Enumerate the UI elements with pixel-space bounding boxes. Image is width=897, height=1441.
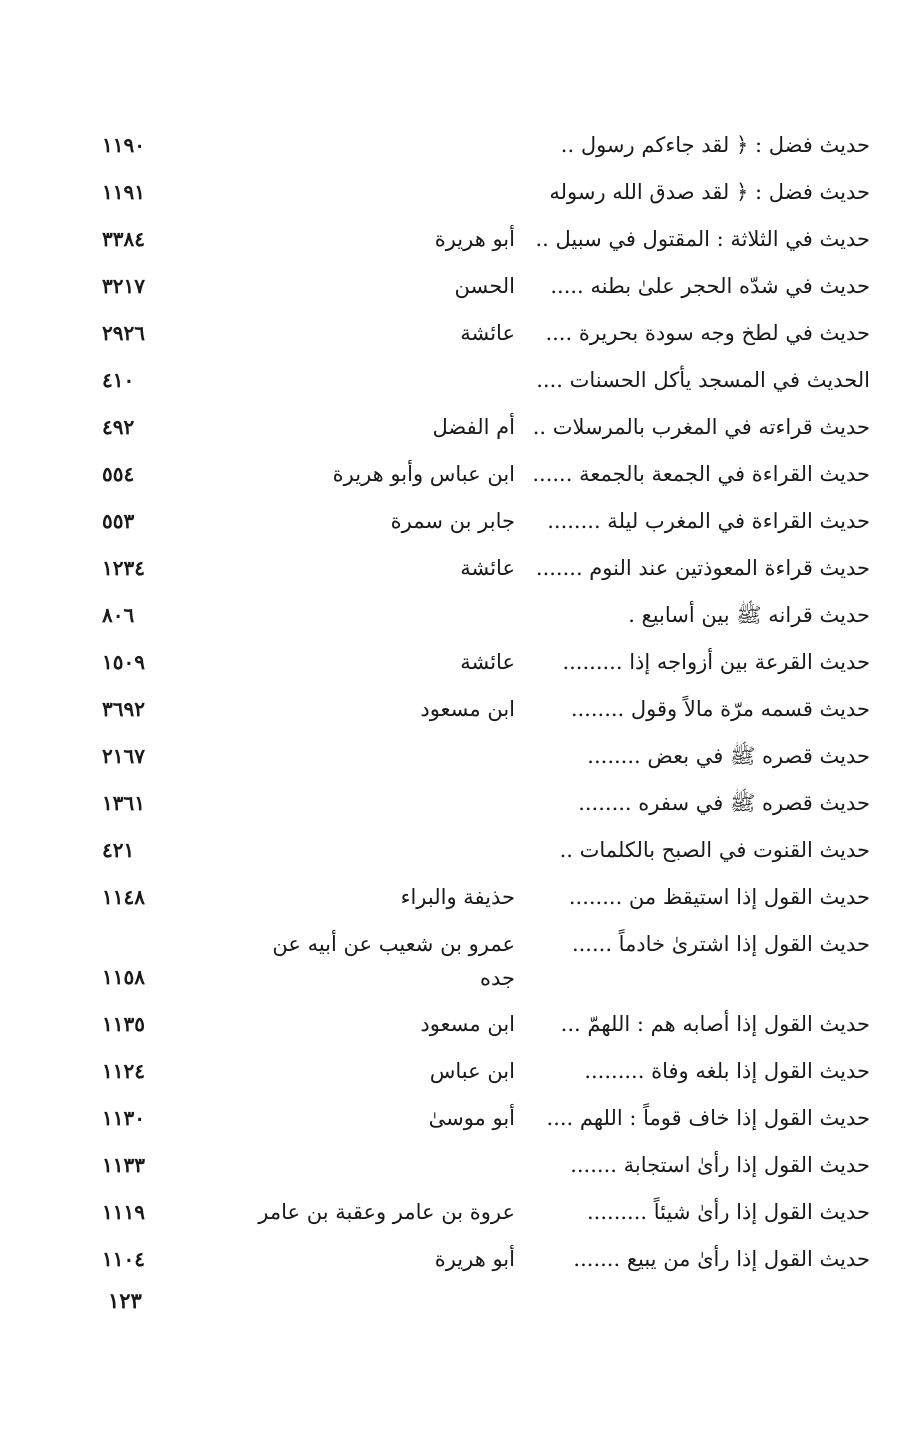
hadith-title: حديث القنوت في الصبح بالكلمات .. [559, 838, 870, 862]
hadith-number: ١١٢٤ [102, 1059, 145, 1083]
narrator-name: الحسن [454, 274, 515, 298]
hadith-number: ٣٢١٧ [102, 274, 145, 298]
narrator-name: ابن عباس وأبو هريرة [332, 462, 515, 486]
index-entry [90, 263, 870, 310]
index-entry [90, 122, 870, 169]
index-entry [90, 404, 870, 451]
index-entry [90, 592, 870, 639]
hadith-title: حديث فضل : ﴿ لقد جاءكم رسول .. [560, 133, 870, 157]
hadith-title: حديث القول إذا خاف قوماً : اللهم .... [546, 1106, 870, 1130]
hadith-title: حديث في الثلاثة : المقتول في سبيل .. [535, 227, 870, 251]
hadith-number: ٢١٦٧ [102, 744, 145, 768]
index-entry [90, 1048, 870, 1095]
narrator-name: عمرو بن شعيب عن أبيه عن جده [272, 932, 515, 990]
hadith-number: ٨٠٦ [102, 603, 135, 627]
hadith-number: ١١٥٨ [102, 965, 145, 989]
hadith-number: ٢٩٢٦ [102, 321, 145, 345]
index-entry [90, 874, 870, 921]
narrator-name: ابن مسعود [420, 1012, 515, 1036]
hadith-title: الحديث في المسجد يأكل الحسنات .... [536, 368, 870, 392]
narrator-name: أبو هريرة [434, 1247, 515, 1271]
index-entry [90, 921, 870, 1001]
index-entry [90, 1142, 870, 1189]
hadith-number: ٥٥٣ [102, 509, 135, 533]
index-entry [90, 686, 870, 733]
narrator-name: أبو هريرة [434, 227, 515, 251]
narrator-name: عائشة [460, 556, 515, 580]
narrator-name: أم الفضل [432, 415, 515, 439]
hadith-title: حديث القرعة بين أزواجه إذا ......... [562, 650, 870, 674]
narrator-name: ابن عباس [429, 1059, 515, 1083]
index-entry [90, 169, 870, 216]
narrator-name: حذيفة والبراء [400, 885, 515, 909]
narrator-name: عائشة [460, 321, 515, 345]
narrator-name: جابر بن سمرة [390, 509, 515, 533]
index-entry [90, 733, 870, 780]
hadith-number: ١١٠٤ [102, 1247, 145, 1271]
index-entry [90, 827, 870, 874]
hadith-number: ١١٣٥ [102, 1012, 145, 1036]
hadith-number: ١١٤٨ [102, 885, 145, 909]
index-entry [90, 357, 870, 404]
index-entry [90, 1189, 870, 1236]
narrator-name: أبو موسىٰ [428, 1106, 515, 1130]
index-entry [90, 451, 870, 498]
hadith-title: حديث القول إذا رأىٰ استجابة ....... [570, 1153, 870, 1177]
hadith-number: ١١٩١ [102, 180, 145, 204]
hadith-title: حديث القراءة في الجمعة بالجمعة ...... [532, 462, 870, 486]
hadith-title: حديث القول إذا استيقظ من ........ [568, 885, 870, 909]
index-entry [90, 1236, 870, 1283]
hadith-title: حديث قصره ﷺ في سفره ........ [578, 791, 870, 815]
hadith-title: حديث في لطخ وجه سودة بحريرة .... [545, 321, 870, 345]
hadith-title: حديث القول إذا رأىٰ من يبيع ....... [573, 1247, 870, 1271]
hadith-title: حديث القول إذا اشترىٰ خادماً ...... [571, 932, 870, 956]
index-entry [90, 498, 870, 545]
hadith-title: حديث قراءة المعوذتين عند النوم ....... [535, 556, 870, 580]
hadith-number: ٤٩٢ [102, 415, 135, 439]
index-entry [90, 1095, 870, 1142]
hadith-number: ١١٣٠ [102, 1106, 145, 1130]
index-entry [90, 216, 870, 263]
index-entry [90, 780, 870, 827]
hadith-number: ٣٦٩٢ [102, 697, 145, 721]
hadith-number: ١٢٣٤ [102, 556, 145, 580]
hadith-number: ١١٩٠ [102, 133, 145, 157]
hadith-title: حديث في شدّه الحجر علىٰ بطنه ..... [550, 274, 870, 298]
hadith-title: حديث القول إذا بلغه وفاة ......... [584, 1059, 870, 1083]
page-number: ١٢٣ [108, 1288, 142, 1313]
narrator-name: عروة بن عامر وعقبة بن عامر [258, 1200, 515, 1224]
hadith-number: ١١١٩ [102, 1200, 145, 1224]
hadith-number: ٤١٠ [102, 368, 135, 392]
hadith-title: حديث القول إذا أصابه هم : اللهمّ ... [560, 1012, 870, 1036]
hadith-title: حديث القراءة في المغرب ليلة ........ [547, 509, 870, 533]
hadith-title: حديث قصره ﷺ في بعض ........ [587, 744, 870, 768]
hadith-title: حديث القول إذا رأىٰ شيئاً ......... [587, 1200, 870, 1224]
hadith-title: حديث فضل : ﴿ لقد صدق الله رسوله [549, 180, 870, 204]
hadith-number: ٥٥٤ [102, 462, 135, 486]
hadith-number: ١٣٦١ [102, 791, 145, 815]
hadith-number: ١٥٠٩ [102, 650, 145, 674]
index-entry [90, 545, 870, 592]
hadith-title: حديث قسمه مرّة مالاً وقول ........ [570, 697, 870, 721]
narrator-name: ابن مسعود [420, 697, 515, 721]
hadith-title: حديث قرانه ﷺ بين أسابيع . [628, 603, 870, 627]
hadith-title: حديث قراءته في المغرب بالمرسلات .. [532, 415, 870, 439]
index-entry [90, 1001, 870, 1048]
hadith-number: ١١٣٣ [102, 1153, 145, 1177]
hadith-index-list [90, 122, 870, 1283]
index-entry [90, 639, 870, 686]
hadith-number: ٤٢١ [102, 838, 135, 862]
index-entry [90, 310, 870, 357]
hadith-number: ٣٣٨٤ [102, 227, 145, 251]
narrator-name: عائشة [460, 650, 515, 674]
